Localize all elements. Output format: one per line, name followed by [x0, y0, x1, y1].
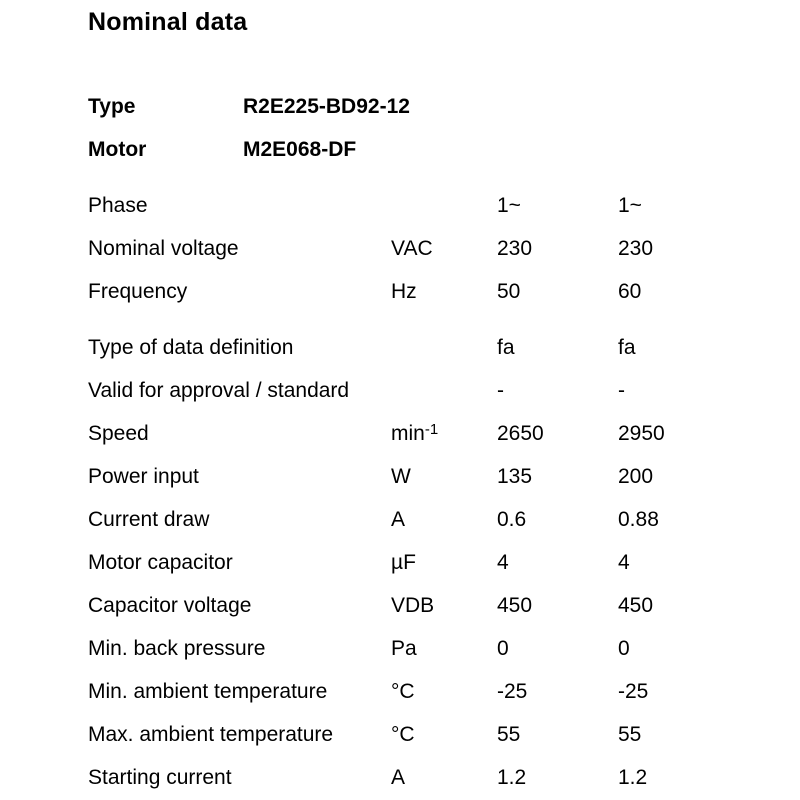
row-unit-text: min	[391, 421, 425, 445]
row-unit	[391, 551, 497, 575]
row-unit	[391, 594, 497, 618]
table-row	[88, 369, 768, 412]
row-unit-text: Pa	[391, 636, 417, 660]
page-title: Nominal data	[88, 8, 248, 36]
table-row	[88, 584, 768, 627]
row-value-col1: 1.2	[497, 765, 527, 789]
row-value-col1: 55	[497, 722, 521, 746]
row-unit	[391, 508, 497, 532]
row-label: Valid for approval / standard	[88, 378, 350, 402]
row-value-col2: 2950	[618, 421, 665, 445]
row-value-col1: 0.6	[497, 507, 527, 531]
row-label: Nominal voltage	[88, 236, 239, 260]
row-label: Power input	[88, 464, 199, 488]
row-label: Starting current	[88, 765, 232, 789]
table-row	[88, 412, 768, 455]
motor-row	[88, 128, 738, 171]
type-value: R2E225-BD92-12	[243, 94, 410, 118]
group-spacer	[88, 313, 768, 326]
row-unit-text: VDB	[391, 593, 435, 617]
row-value-col1: 230	[497, 236, 533, 260]
nominal-table	[88, 184, 768, 799]
type-motor-block	[88, 85, 738, 171]
row-label: Phase	[88, 193, 148, 217]
row-label: Current draw	[88, 507, 210, 531]
row-value-col1: fa	[497, 335, 515, 359]
row-label: Speed	[88, 421, 149, 445]
row-unit-text: µF	[391, 550, 416, 574]
row-unit-superscript: -1	[424, 420, 439, 438]
row-value-col2: 230	[618, 236, 654, 260]
table-row	[88, 541, 768, 584]
table-row	[88, 455, 768, 498]
row-unit-text: °C	[391, 722, 415, 746]
row-value-col2: 0	[618, 636, 630, 660]
row-label: Motor capacitor	[88, 550, 233, 574]
row-value-col2: 450	[618, 593, 654, 617]
row-value-col2: 60	[618, 279, 642, 303]
row-value-col2: 4	[618, 550, 630, 574]
table-row	[88, 270, 768, 313]
table-row	[88, 326, 768, 369]
row-value-col1: -	[497, 378, 504, 402]
row-value-col2: 1~	[618, 193, 642, 217]
row-value-col1: 50	[497, 279, 521, 303]
motor-label: Motor	[88, 137, 147, 161]
row-value-col1: 1~	[497, 193, 521, 217]
row-unit-text: A	[391, 765, 406, 789]
row-unit-text: VAC	[391, 236, 433, 260]
table-row	[88, 498, 768, 541]
motor-value: M2E068-DF	[243, 137, 357, 161]
row-value-col1: 4	[497, 550, 509, 574]
row-value-col1: 135	[497, 464, 533, 488]
row-value-col2: 0.88	[618, 507, 659, 531]
row-label: Min. ambient temperature	[88, 679, 328, 703]
table-row	[88, 670, 768, 713]
row-unit	[391, 723, 497, 747]
row-value-col2: fa	[618, 335, 636, 359]
row-value-col2: 1.2	[618, 765, 648, 789]
type-row	[88, 85, 738, 128]
row-value-col1: 450	[497, 593, 533, 617]
row-label: Min. back pressure	[88, 636, 266, 660]
row-unit	[391, 766, 497, 790]
table-row	[88, 756, 768, 799]
row-value-col2: 200	[618, 464, 654, 488]
row-unit-text: W	[391, 464, 411, 488]
row-label: Frequency	[88, 279, 188, 303]
row-value-col2: 55	[618, 722, 642, 746]
row-value-col1: 0	[497, 636, 509, 660]
table-row	[88, 227, 768, 270]
row-label: Type of data definition	[88, 335, 294, 359]
row-value-col1: -25	[497, 679, 528, 703]
row-value-col2: -25	[618, 679, 649, 703]
row-value-col2: -	[618, 378, 625, 402]
type-label: Type	[88, 94, 136, 118]
row-unit	[391, 280, 497, 304]
row-label: Capacitor voltage	[88, 593, 252, 617]
table-row	[88, 627, 768, 670]
row-unit	[391, 237, 497, 261]
row-unit	[391, 637, 497, 661]
row-unit-text: °C	[391, 679, 415, 703]
row-unit	[391, 422, 497, 446]
row-unit-text: Hz	[391, 279, 417, 303]
table-row	[88, 713, 768, 756]
row-label: Max. ambient temperature	[88, 722, 334, 746]
row-unit	[391, 680, 497, 704]
row-value-col1: 2650	[497, 421, 544, 445]
table-row	[88, 184, 768, 227]
row-unit	[391, 465, 497, 489]
row-unit-text: A	[391, 507, 406, 531]
